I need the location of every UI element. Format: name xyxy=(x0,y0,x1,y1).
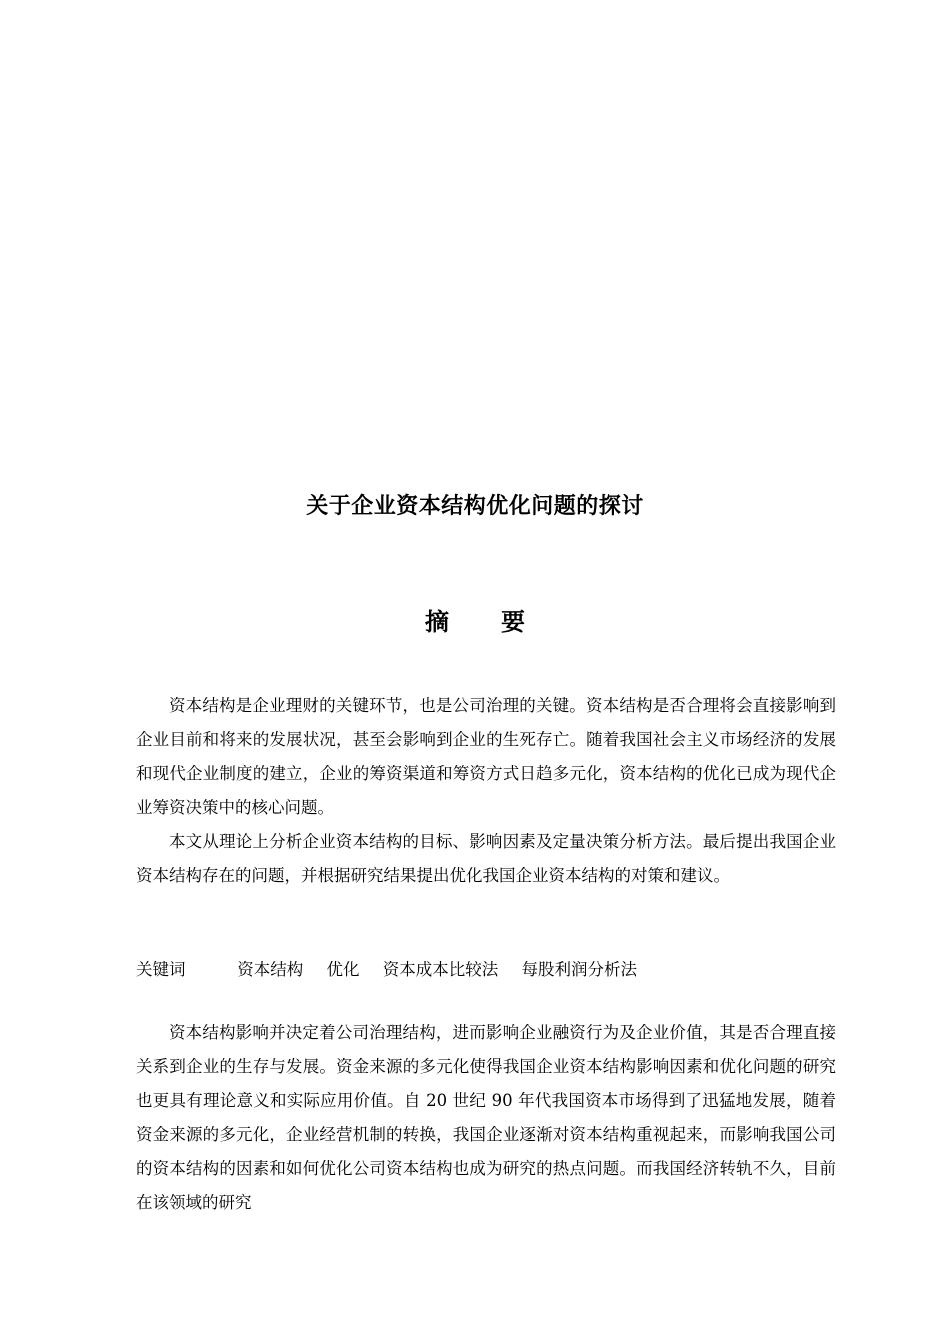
abstract-paragraph: 资本结构是企业理财的关键环节，也是公司治理的关键。资本结构是否合理将会直接影响到企业目前和将来的发展状况，甚至会影响到企业的生死存亡。随着我国社会主义市场经济的发展和现代企业制度的建立，企业的筹资渠道和筹资方式日趋多元化，资本结构的优化已成为现代企业筹资决策中的核心问题。 xyxy=(136,696,836,817)
keyword: 资本成本比较法 xyxy=(382,960,499,979)
intro-body xyxy=(136,1016,836,1220)
abstract-body xyxy=(136,689,836,893)
keywords-label: 关键词 xyxy=(136,960,186,979)
abstract-heading: 摘要 xyxy=(425,608,577,636)
keyword: 每股利润分析法 xyxy=(521,960,637,979)
keyword: 资本结构 xyxy=(237,960,304,979)
intro-paragraph: 资本结构影响并决定着公司治理结构，进而影响企业融资行为及企业价值，其是否合理直接关系到企业的生存与发展。资金来源的多元化使得我国企业资本结构影响因素和优化问题的研究也更具有理论意义和实际应用价值。自 20 世纪 90 年代我国资本市场得到了迅猛地发展，随着资金来源的多元化，企业经营机制的转换，我国企业逐渐对资本结构重视起来，而影响我国公司的资本结构的因素和如何优化公司资本结构也成为研究的热点问题。而我国经济转轨不久，目前在该领域的研究 xyxy=(136,1023,836,1212)
keywords-line xyxy=(136,953,836,987)
keyword: 优化 xyxy=(326,960,360,979)
abstract-paragraph: 本文从理论上分析企业资本结构的目标、影响因素及定量决策分析方法。最后提出我国企业资本结构存在的问题，并根据研究结果提出优化我国企业资本结构的对策和建议。 xyxy=(136,832,836,885)
document-title: 关于企业资本结构优化问题的探讨 xyxy=(306,494,644,519)
